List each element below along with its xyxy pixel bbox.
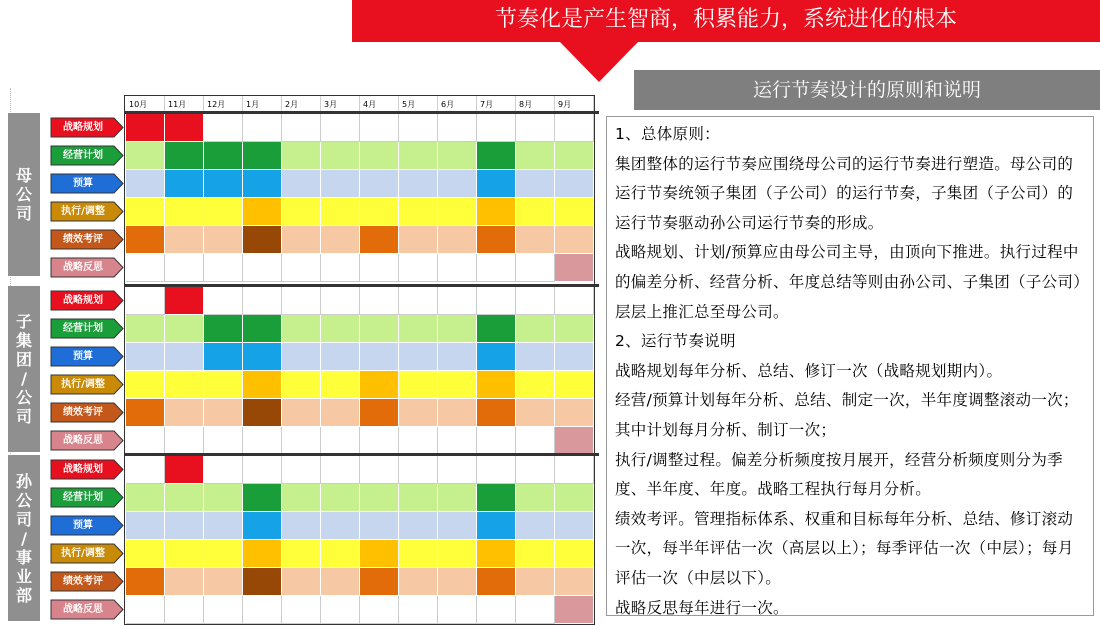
schedule-cell [555, 371, 594, 399]
schedule-cell [555, 427, 594, 455]
schedule-cell [438, 114, 477, 142]
schedule-cell [360, 568, 399, 596]
schedule-cell [516, 343, 555, 371]
schedule-cell [243, 170, 282, 198]
schedule-cell [165, 456, 204, 484]
schedule-cell [204, 142, 243, 170]
schedule-cell [282, 399, 321, 427]
schedule-cell [204, 343, 243, 371]
schedule-cell [516, 315, 555, 343]
row-label-text: 执行/调整 [61, 206, 105, 217]
schedule-cell [555, 142, 594, 170]
schedule-cell [204, 254, 243, 282]
schedule-cell [516, 170, 555, 198]
schedule-cell [399, 170, 438, 198]
row-label-text: 执行/调整 [61, 548, 105, 559]
schedule-cell [555, 254, 594, 282]
schedule-cell [360, 226, 399, 254]
schedule-cell [477, 456, 516, 484]
schedule-cell [282, 254, 321, 282]
row-label-text: 预算 [73, 178, 93, 189]
schedule-cell [438, 568, 477, 596]
row-label-text: 战略规划 [63, 295, 103, 306]
schedule-cell [126, 254, 165, 282]
schedule-cell [321, 596, 360, 624]
section-label [8, 455, 40, 621]
schedule-cell [165, 226, 204, 254]
schedule-cell [165, 254, 204, 282]
row-label-arrow [50, 173, 124, 194]
schedule-cell [360, 484, 399, 512]
schedule-cell [282, 427, 321, 455]
schedule-cell [321, 484, 360, 512]
row-label-arrow [50, 543, 124, 564]
schedule-cell [555, 170, 594, 198]
schedule-cell [321, 198, 360, 226]
row-label-arrow [50, 318, 124, 339]
schedule-cell [477, 114, 516, 142]
schedule-cell [243, 484, 282, 512]
schedule-cell [321, 114, 360, 142]
schedule-cell [399, 114, 438, 142]
schedule-cell [360, 540, 399, 568]
schedule-cell [204, 456, 243, 484]
schedule-cell [516, 254, 555, 282]
schedule-cell [282, 343, 321, 371]
schedule-cell [516, 540, 555, 568]
row-label-arrow [50, 290, 124, 311]
schedule-cell [477, 399, 516, 427]
schedule-cell [165, 114, 204, 142]
schedule-cell [165, 170, 204, 198]
schedule-cell [282, 287, 321, 315]
panel-body [606, 116, 1094, 616]
schedule-cell [165, 596, 204, 624]
paragraph: 2、运行节奏说明 [615, 332, 736, 351]
schedule-cell [360, 427, 399, 455]
schedule-cell [555, 198, 594, 226]
schedule-cell [555, 568, 594, 596]
schedule-cell [516, 142, 555, 170]
schedule-cell [165, 343, 204, 371]
paragraph: 战略反思每年进行一次。 [615, 598, 789, 617]
schedule-cell [282, 540, 321, 568]
schedule-cell [399, 540, 438, 568]
schedule-cell [165, 371, 204, 399]
schedule-cell [477, 540, 516, 568]
schedule-cell [399, 568, 438, 596]
row-label-arrow [50, 145, 124, 166]
schedule-cell [399, 142, 438, 170]
schedule-cell [165, 540, 204, 568]
month-label: 11月 [165, 96, 204, 113]
schedule-cell [126, 456, 165, 484]
section-label [8, 113, 40, 276]
panel-header: 运行节奏设计的原则和说明 [634, 70, 1100, 110]
schedule-cell [555, 596, 594, 624]
schedule-cell [477, 512, 516, 540]
month-label: 4月 [360, 96, 399, 113]
schedule-cell [360, 170, 399, 198]
month-label: 2月 [282, 96, 321, 113]
schedule-cell [321, 315, 360, 343]
paragraph: 战略规划每年分析、总结、修订一次（战略规划期内）。 [615, 361, 1003, 380]
schedule-cell [243, 399, 282, 427]
paragraph: 经营/预算计划每年分析、总结、制定一次，半年度调整滚动一次；其中计划每月分析、制订一次； [615, 391, 1079, 439]
month-label: 7月 [477, 96, 516, 113]
schedule-cell [438, 427, 477, 455]
schedule-cell [477, 568, 516, 596]
schedule-cell [555, 456, 594, 484]
section-label-text: 母公司 [16, 166, 33, 223]
schedule-cell [555, 540, 594, 568]
schedule-cell [477, 596, 516, 624]
schedule-cell [399, 484, 438, 512]
schedule-cell [555, 484, 594, 512]
schedule-cell [243, 287, 282, 315]
row-label-arrow [50, 402, 124, 423]
schedule-cell [555, 315, 594, 343]
schedule-cell [477, 427, 516, 455]
schedule-cell [438, 198, 477, 226]
row-label-arrow [50, 430, 124, 451]
row-label-text: 执行/调整 [61, 379, 105, 390]
schedule-cell [126, 399, 165, 427]
schedule-cell [477, 315, 516, 343]
row-label-text: 战略反思 [63, 604, 103, 615]
schedule-cell [204, 484, 243, 512]
schedule-cell [243, 142, 282, 170]
schedule-cell [360, 198, 399, 226]
row-label-text: 绩效考评 [63, 234, 103, 245]
schedule-cell [438, 456, 477, 484]
schedule-cell [399, 198, 438, 226]
schedule-cell [321, 371, 360, 399]
schedule-cell [204, 568, 243, 596]
schedule-cell [165, 568, 204, 596]
schedule-cell [438, 170, 477, 198]
schedule-cell [165, 198, 204, 226]
schedule-cell [321, 568, 360, 596]
schedule-cell [321, 170, 360, 198]
schedule-cell [204, 114, 243, 142]
schedule-cell [321, 456, 360, 484]
schedule-cell [282, 484, 321, 512]
schedule-cell [360, 254, 399, 282]
row-label-text: 经营计划 [63, 150, 103, 161]
schedule-cell [282, 114, 321, 142]
row-label-arrow [50, 599, 124, 620]
schedule-cell [243, 540, 282, 568]
schedule-cell [282, 198, 321, 226]
schedule-cell [321, 343, 360, 371]
row-label-arrow [50, 201, 124, 222]
schedule-cell [516, 114, 555, 142]
row-label-arrow [50, 229, 124, 250]
schedule-cell [516, 427, 555, 455]
schedule-cell [126, 142, 165, 170]
schedule-cell [243, 254, 282, 282]
schedule-cell [243, 114, 282, 142]
schedule-cell [360, 399, 399, 427]
schedule-cell [165, 142, 204, 170]
schedule-cell [438, 540, 477, 568]
schedule-cell [399, 287, 438, 315]
schedule-cell [126, 596, 165, 624]
schedule-cell [321, 540, 360, 568]
schedule-cell [165, 484, 204, 512]
schedule-cell [126, 226, 165, 254]
month-label: 5月 [399, 96, 438, 113]
month-label: 3月 [321, 96, 360, 113]
schedule-cell [477, 198, 516, 226]
schedule-cell [126, 484, 165, 512]
row-label-arrow [50, 487, 124, 508]
schedule-cell [477, 170, 516, 198]
schedule-cell [165, 512, 204, 540]
schedule-cell [243, 596, 282, 624]
schedule-cell [399, 512, 438, 540]
schedule-cell [516, 596, 555, 624]
schedule-cell [282, 315, 321, 343]
schedule-cell [204, 170, 243, 198]
month-label: 1月 [243, 96, 282, 113]
row-label-arrow [50, 459, 124, 480]
row-label-text: 预算 [73, 520, 93, 531]
paragraph: 执行/调整过程。偏差分析频度按月展开，经营分析频度则分为季度、半年度、年度。战略工程执行每月分析。 [615, 450, 1063, 499]
schedule-cell [399, 399, 438, 427]
schedule-cell [243, 512, 282, 540]
section-label-text: 子集团/公司 [16, 312, 33, 426]
schedule-cell [438, 371, 477, 399]
schedule-cell [477, 343, 516, 371]
schedule-cell [321, 287, 360, 315]
schedule-cell [360, 142, 399, 170]
schedule-cell [399, 226, 438, 254]
schedule-cell [126, 512, 165, 540]
schedule-cell [399, 456, 438, 484]
schedule-cell [321, 254, 360, 282]
schedule-cell [243, 568, 282, 596]
schedule-cell [516, 198, 555, 226]
schedule-cell [555, 399, 594, 427]
schedule-cell [126, 568, 165, 596]
month-label: 12月 [204, 96, 243, 113]
schedule-cell [126, 198, 165, 226]
schedule-cell [360, 512, 399, 540]
schedule-cell [399, 315, 438, 343]
schedule-cell [321, 399, 360, 427]
month-label: 9月 [555, 96, 594, 113]
schedule-cell [243, 371, 282, 399]
row-label-text: 经营计划 [63, 323, 103, 334]
row-label-text: 绩效考评 [63, 576, 103, 587]
schedule-cell [321, 142, 360, 170]
schedule-cell [321, 427, 360, 455]
schedule-cell [438, 254, 477, 282]
schedule-cell [282, 226, 321, 254]
schedule-cell [399, 343, 438, 371]
schedule-cell [516, 456, 555, 484]
month-label: 8月 [516, 96, 555, 113]
row-label-text: 战略规划 [63, 464, 103, 475]
schedule-cell [243, 226, 282, 254]
schedule-cell [165, 315, 204, 343]
schedule-cell [399, 427, 438, 455]
schedule-cell [438, 343, 477, 371]
schedule-cell [438, 484, 477, 512]
schedule-cell [516, 512, 555, 540]
schedule-cell [477, 226, 516, 254]
row-label-arrow [50, 515, 124, 536]
schedule-cell [282, 170, 321, 198]
schedule-cell [516, 371, 555, 399]
schedule-cell [282, 596, 321, 624]
schedule-cell [360, 315, 399, 343]
row-label-text: 战略规划 [63, 122, 103, 133]
schedule-cell [204, 540, 243, 568]
schedule-cell [243, 427, 282, 455]
schedule-cell [360, 596, 399, 624]
schedule-cell [126, 170, 165, 198]
row-label-text: 经营计划 [63, 492, 103, 503]
schedule-cell [204, 315, 243, 343]
schedule-cell [399, 254, 438, 282]
section-label-text: 孙公司/事业部 [16, 471, 33, 605]
schedule-cell [126, 371, 165, 399]
row-label-text: 预算 [73, 351, 93, 362]
schedule-cell [438, 315, 477, 343]
paragraph: 1、总体原则： [615, 125, 720, 143]
schedule-cell [204, 226, 243, 254]
schedule-cell [438, 399, 477, 427]
schedule-cell [165, 287, 204, 315]
schedule-cell [126, 114, 165, 142]
row-label-text: 战略反思 [63, 262, 103, 273]
schedule-cell [516, 399, 555, 427]
schedule-cell [360, 371, 399, 399]
schedule-cell [516, 484, 555, 512]
schedule-cell [360, 287, 399, 315]
schedule-cell [477, 371, 516, 399]
schedule-cell [282, 371, 321, 399]
schedule-cell [516, 568, 555, 596]
schedule-cell [516, 226, 555, 254]
paragraph: 集团整体的运行节奏应围绕母公司的运行节奏进行塑造。母公司的运行节奏统领子集团（子公司）的运行节奏，子集团（子公司）的运行节奏驱动孙公司运行节奏的形成。 [615, 154, 1074, 232]
schedule-cell [399, 371, 438, 399]
schedule-cell [126, 315, 165, 343]
schedule-cell [204, 427, 243, 455]
schedule-cell [477, 142, 516, 170]
schedule-cell [438, 287, 477, 315]
schedule-cell [126, 540, 165, 568]
schedule-cell [477, 254, 516, 282]
schedule-cell [477, 287, 516, 315]
banner-title: 节奏化是产生智商，积累能力，系统进化的根本 [494, 7, 957, 32]
schedule-cell [204, 512, 243, 540]
schedule-cell [438, 226, 477, 254]
schedule-cell [555, 114, 594, 142]
schedule-cell [165, 399, 204, 427]
schedule-cell [282, 512, 321, 540]
schedule-cell [282, 142, 321, 170]
month-label: 6月 [438, 96, 477, 113]
schedule-cell [360, 343, 399, 371]
schedule-cell [438, 512, 477, 540]
schedule-cell [438, 142, 477, 170]
schedule-cell [243, 198, 282, 226]
schedule-cell [165, 427, 204, 455]
section-label [8, 286, 40, 452]
schedule-cell [243, 343, 282, 371]
row-label-arrow [50, 257, 124, 278]
schedule-cell [204, 198, 243, 226]
schedule-cell [204, 399, 243, 427]
row-label-text: 战略反思 [63, 435, 103, 446]
schedule-cell [204, 596, 243, 624]
row-label-arrow [50, 346, 124, 367]
schedule-cell [282, 568, 321, 596]
schedule-cell [204, 371, 243, 399]
schedule-cell [126, 427, 165, 455]
row-label-arrow [50, 117, 124, 138]
paragraph: 战略规划、计划/预算应由母公司主导，由顶向下推进。执行过程中的偏差分析、经营分析、年度总结等则由孙公司、子集团（子公司）层层上推汇总至母公司。 [615, 243, 1082, 321]
schedule-cell [477, 484, 516, 512]
schedule-cell [243, 315, 282, 343]
schedule-cell [126, 287, 165, 315]
row-label-text: 绩效考评 [63, 407, 103, 418]
schedule-cell [126, 343, 165, 371]
schedule-cell [399, 596, 438, 624]
schedule-cell [204, 287, 243, 315]
paragraph: 绩效考评。管理指标体系、权重和目标每年分析、总结、修订滚动一次，每半年评估一次（高层以上）；每季评估一次（中层）；每月评估一次（中层以下）。 [615, 509, 1074, 587]
schedule-cell [555, 512, 594, 540]
schedule-cell [360, 456, 399, 484]
month-label: 10月 [126, 96, 165, 113]
schedule-cell [282, 456, 321, 484]
row-label-arrow [50, 374, 124, 395]
schedule-cell [360, 114, 399, 142]
schedule-cell [555, 226, 594, 254]
schedule-cell [321, 512, 360, 540]
schedule-cell [555, 343, 594, 371]
row-label-arrow [50, 571, 124, 592]
schedule-cell [243, 456, 282, 484]
schedule-cell [438, 596, 477, 624]
schedule-cell [321, 226, 360, 254]
schedule-cell [555, 287, 594, 315]
schedule-cell [516, 287, 555, 315]
